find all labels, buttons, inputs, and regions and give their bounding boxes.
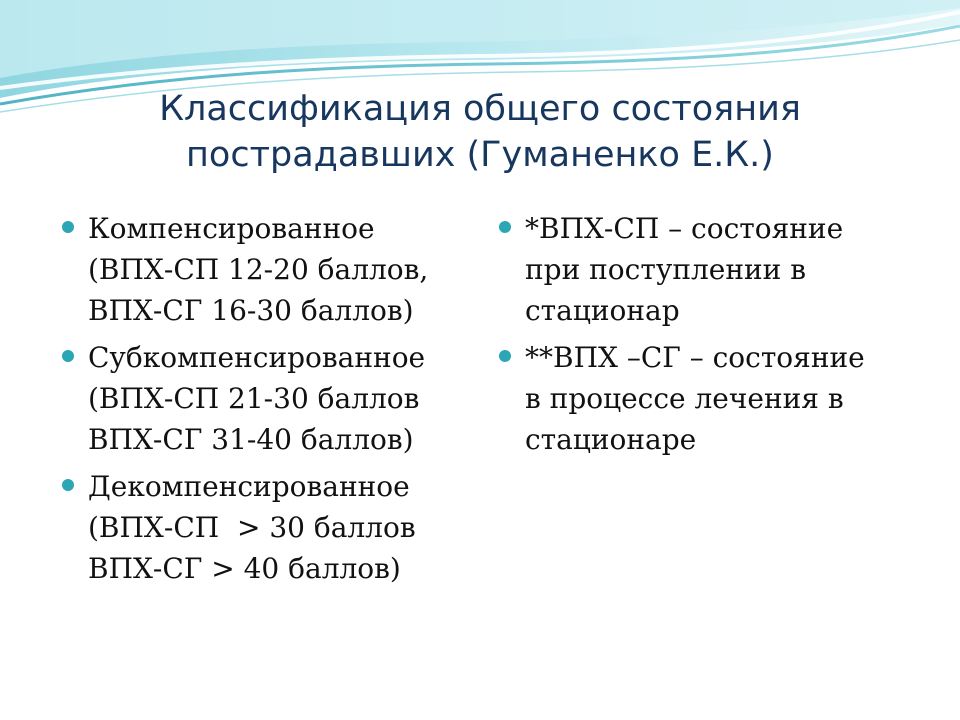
left-bullet-list <box>58 208 458 595</box>
item-text-line: стационаре <box>525 423 697 456</box>
item-text-line: при поступлении в <box>525 253 806 286</box>
title-line-1: Классификация общего состояния <box>159 89 801 129</box>
slide-title <box>80 86 880 178</box>
bullet-icon <box>499 221 511 233</box>
bullet-icon <box>62 350 74 362</box>
bullet-icon <box>62 479 74 491</box>
list-item-vph-sp-note <box>495 208 915 331</box>
item-text-line: стационар <box>525 294 680 327</box>
item-text-line: Субкомпенсированное <box>88 341 426 374</box>
item-text-line: (ВПХ-СП 12-20 баллов, <box>88 253 429 286</box>
item-text-line: ВПХ-СГ 16-30 баллов) <box>88 294 414 327</box>
item-text-line: Компенсированное <box>88 212 375 245</box>
item-text-line: в процессе лечения в <box>525 382 844 415</box>
item-text-line: ВПХ-СГ > 40 баллов) <box>88 552 401 585</box>
right-bullet-list <box>495 208 915 466</box>
list-item-vph-sg-note <box>495 337 915 460</box>
item-text-line: *ВПХ-СП – состояние <box>525 212 844 245</box>
title-line-2: пострадавших (Гуманенко Е.К.) <box>186 135 774 175</box>
item-text-line: ВПХ-СГ 31-40 баллов) <box>88 423 414 456</box>
item-text-line: Декомпенсированное <box>88 470 410 503</box>
bullet-icon <box>62 221 74 233</box>
list-item-decompensated <box>58 466 458 589</box>
list-item-subcompensated <box>58 337 458 460</box>
list-item-compensated <box>58 208 458 331</box>
bullet-icon <box>499 350 511 362</box>
item-text-line: (ВПХ-СП 21-30 баллов <box>88 382 420 415</box>
item-text-line: **ВПХ –СГ – состояние <box>525 341 865 374</box>
item-text-line: (ВПХ-СП > 30 баллов <box>88 511 416 544</box>
